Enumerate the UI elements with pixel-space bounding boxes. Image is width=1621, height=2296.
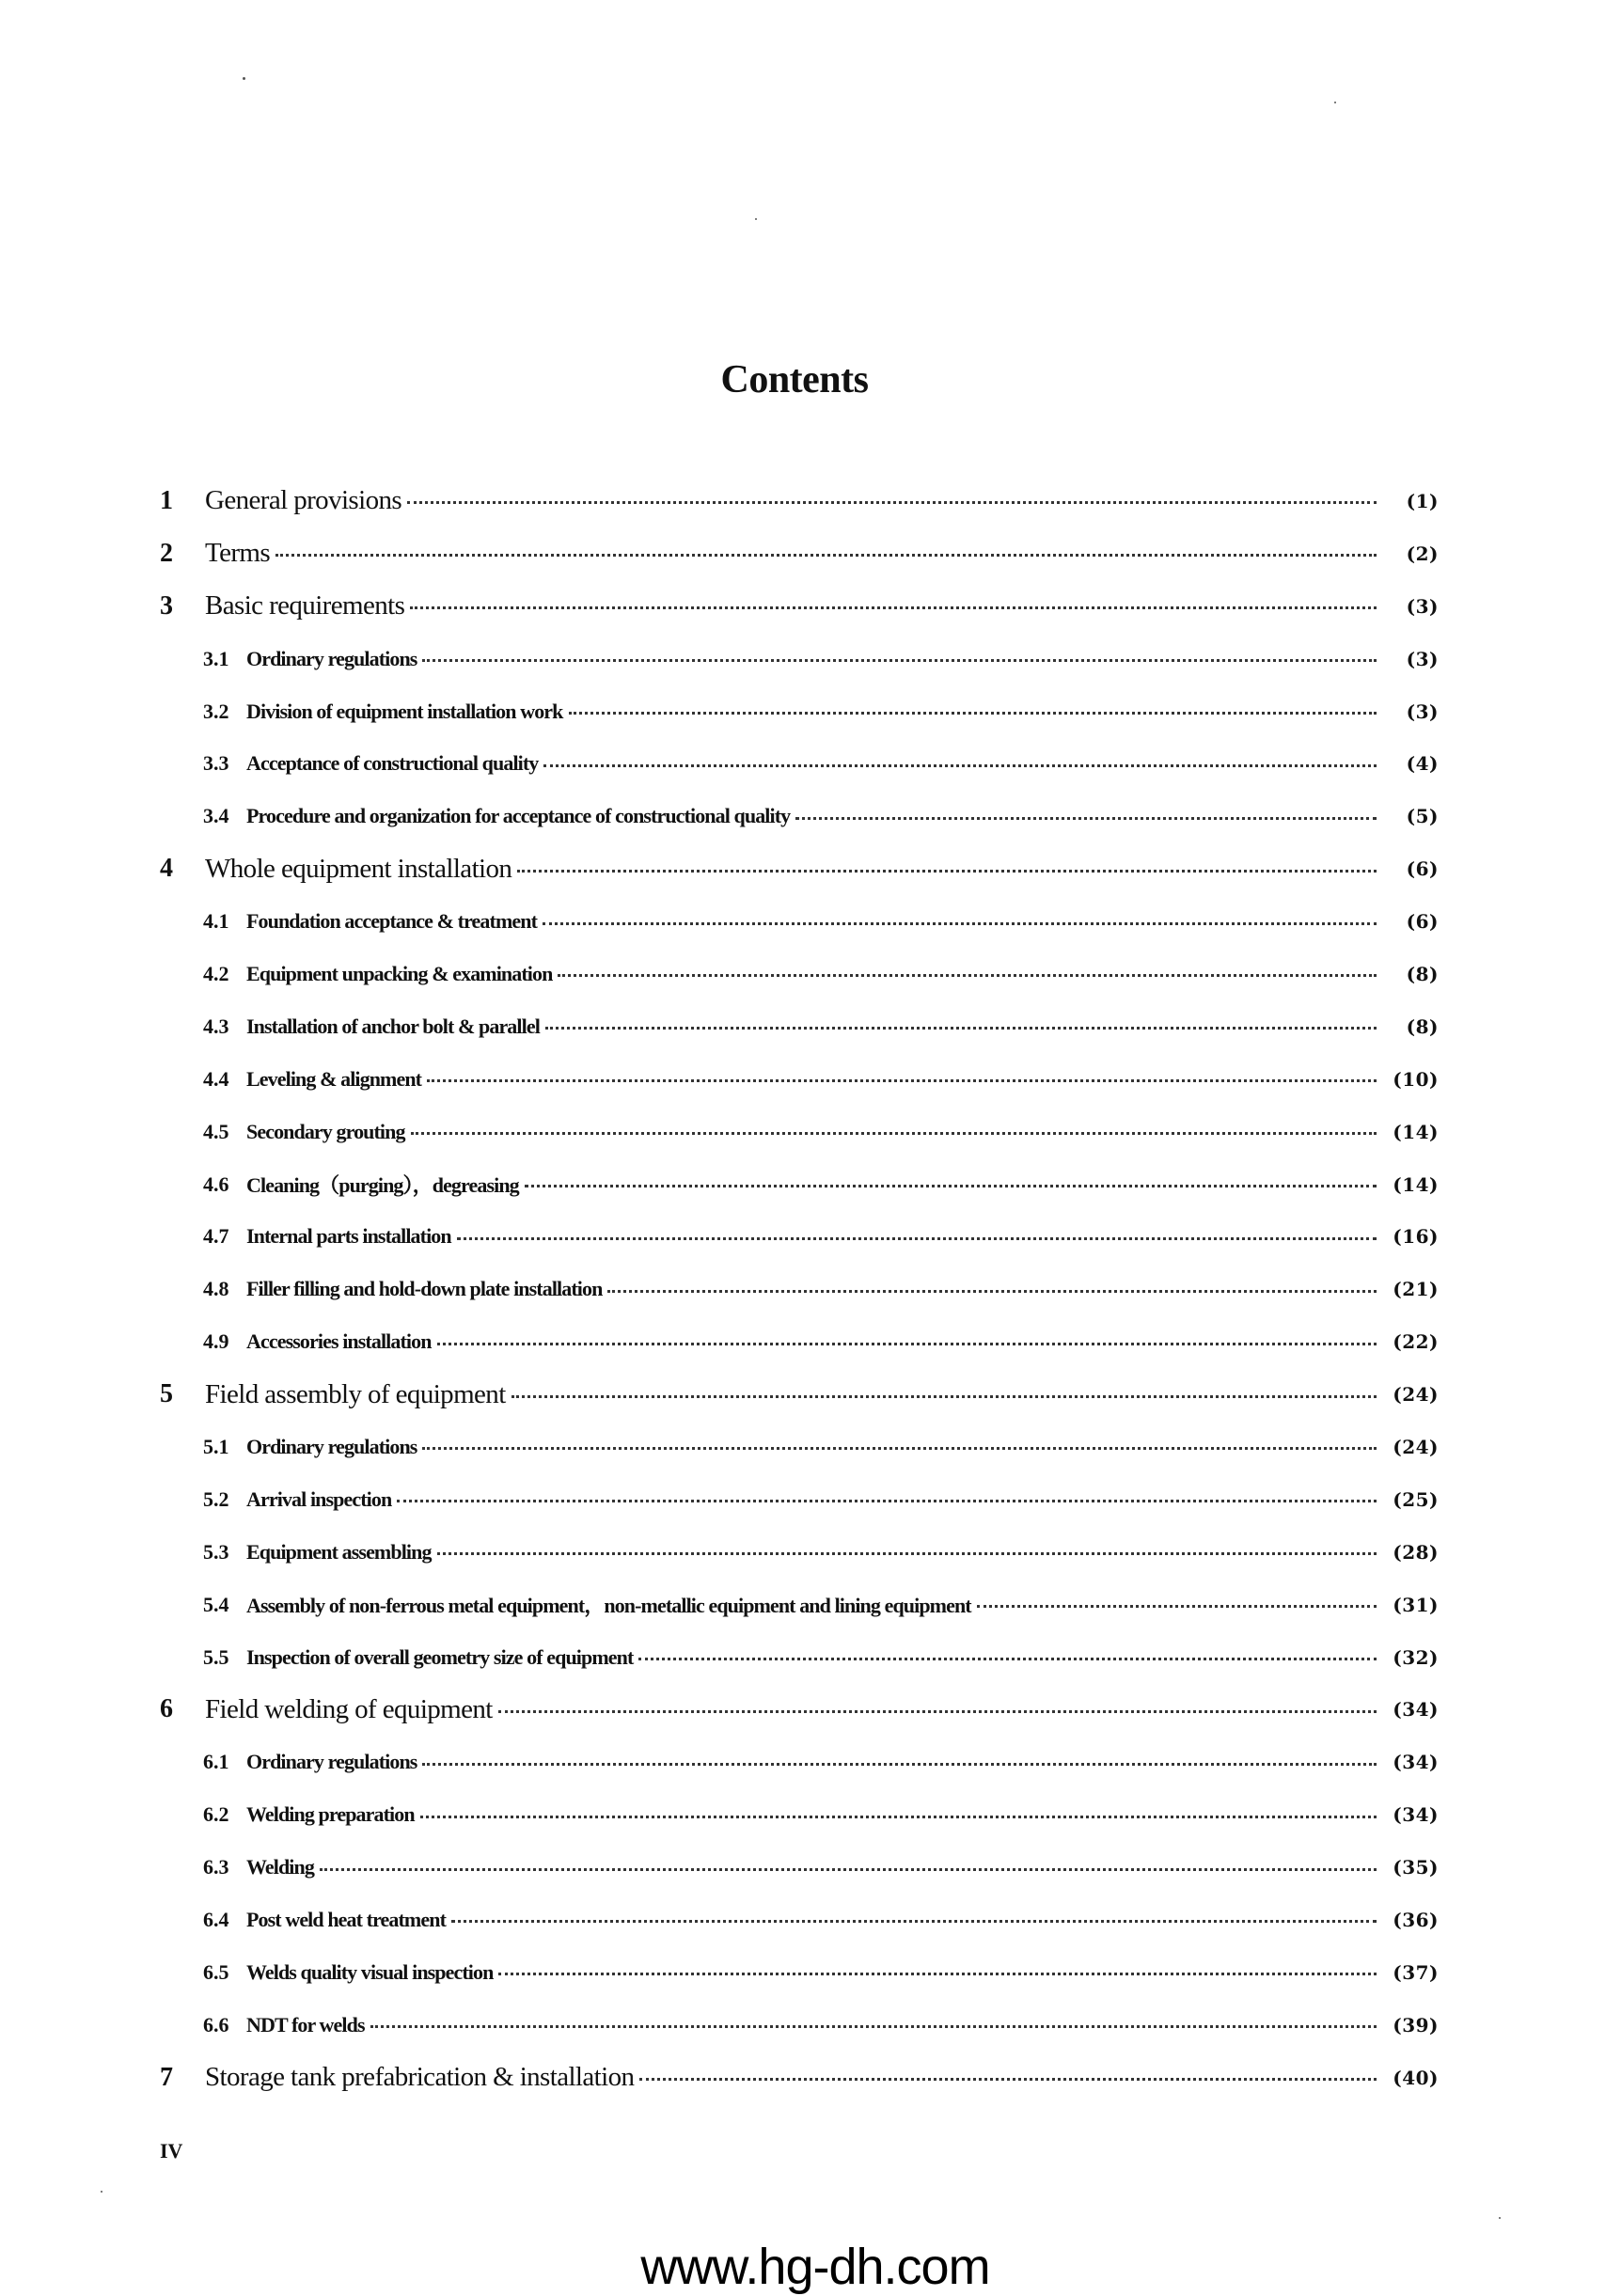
toc-entry-page: (4): [1406, 752, 1439, 776]
toc-entry-number: 6.2: [203, 1802, 229, 1827]
toc-entry-title[interactable]: Accessories installation: [246, 1329, 432, 1354]
dot-leader: [422, 1447, 1377, 1450]
toc-entry-title[interactable]: Acceptance of constructional quality: [246, 751, 539, 776]
dot-leader: [411, 1132, 1377, 1135]
toc-entry-number: 5.3: [203, 1539, 229, 1564]
toc-entry-number: 5: [160, 1379, 173, 1409]
toc-entry-page: (28): [1393, 1540, 1439, 1564]
dot-leader: [543, 764, 1377, 767]
toc-entry-title[interactable]: Secondary grouting: [246, 1119, 405, 1143]
toc-entry-page: (14): [1393, 1172, 1439, 1196]
toc-chapter-row[interactable]: [160, 580, 1439, 633]
toc-entry-number: 4.6: [203, 1172, 229, 1196]
dot-leader: [977, 1605, 1377, 1608]
toc-entry-title[interactable]: Field assembly of equipment: [205, 1378, 506, 1409]
toc-section-row[interactable]: [160, 948, 1439, 1000]
table-of-contents: [160, 475, 1439, 2104]
toc-entry-title[interactable]: Ordinary regulations: [246, 646, 417, 670]
toc-entry-title[interactable]: Ordinary regulations: [246, 1434, 417, 1458]
toc-entry-title[interactable]: Basic requirements: [205, 590, 405, 621]
toc-entry-number: 3.4: [203, 804, 229, 828]
toc-section-row[interactable]: [160, 1788, 1439, 1841]
dot-leader: [795, 817, 1377, 820]
dot-leader: [275, 554, 1377, 557]
toc-chapter-row[interactable]: [160, 842, 1439, 895]
toc-entry-number: 4.1: [203, 909, 229, 934]
toc-entry-title[interactable]: Welding: [246, 1855, 314, 1879]
toc-entry-title[interactable]: Foundation acceptance & treatment: [246, 909, 538, 934]
toc-section-row[interactable]: [160, 1210, 1439, 1263]
dot-leader: [639, 2078, 1377, 2081]
toc-entry-page: (34): [1393, 1751, 1439, 1774]
dot-leader: [498, 1710, 1377, 1713]
toc-section-row[interactable]: [160, 1315, 1439, 1368]
dot-leader: [437, 1343, 1377, 1345]
toc-entry-title[interactable]: Equipment unpacking & examination: [246, 961, 553, 985]
dot-leader: [498, 1973, 1377, 1975]
toc-chapter-row[interactable]: [160, 1368, 1439, 1421]
toc-entry-title[interactable]: Welds quality visual inspection: [246, 1959, 494, 1984]
toc-entry-number: 5.5: [203, 1644, 229, 1669]
toc-entry-title[interactable]: NDT for welds: [246, 2012, 365, 2037]
toc-chapter-row[interactable]: [160, 475, 1439, 527]
toc-entry-title[interactable]: Filler filling and hold-down plate installation: [246, 1277, 603, 1301]
toc-entry-number: 4.9: [203, 1329, 229, 1354]
toc-entry-number: 4.5: [203, 1119, 229, 1143]
toc-entry-number: 2: [160, 538, 173, 568]
toc-section-row[interactable]: [160, 1841, 1439, 1894]
toc-entry-page: (5): [1406, 805, 1439, 828]
toc-section-row[interactable]: [160, 1000, 1439, 1053]
dot-leader: [410, 606, 1377, 609]
toc-section-row[interactable]: [160, 1631, 1439, 1684]
toc-entry-page: (25): [1393, 1487, 1439, 1511]
toc-entry-number: 3.1: [203, 646, 229, 670]
dot-leader: [407, 501, 1377, 504]
toc-entry-page: (32): [1393, 1645, 1439, 1669]
toc-entry-number: 4: [160, 854, 173, 884]
toc-entry-title[interactable]: Assembly of non-ferrous metal equipment，non-metallic equipment and lining equipment: [246, 1594, 971, 1618]
toc-entry-page: (34): [1393, 1698, 1439, 1722]
dot-leader: [569, 712, 1377, 715]
toc-entry-page: (37): [1393, 1960, 1439, 1984]
toc-entry-page: (34): [1393, 1803, 1439, 1827]
scan-speck: [1499, 2217, 1501, 2219]
toc-section-row[interactable]: [160, 633, 1439, 685]
dot-leader: [437, 1552, 1377, 1555]
toc-section-row[interactable]: [160, 1946, 1439, 1999]
toc-section-row[interactable]: [160, 1421, 1439, 1473]
toc-entry-number: 7: [160, 2062, 173, 2092]
toc-entry-title[interactable]: General provisions: [205, 485, 402, 516]
toc-entry-title[interactable]: Procedure and organization for acceptance of constructional quality: [246, 804, 791, 828]
toc-entry-title[interactable]: Installation of anchor bolt & parallel: [246, 1014, 540, 1038]
toc-entry-page: (10): [1393, 1067, 1439, 1091]
toc-entry-page: (40): [1393, 2066, 1439, 2089]
dot-leader: [427, 1079, 1377, 1082]
toc-section-row[interactable]: [160, 1473, 1439, 1526]
toc-chapter-row[interactable]: [160, 1683, 1439, 1736]
toc-entry-page: (6): [1406, 857, 1439, 881]
toc-entry-title[interactable]: Post weld heat treatment: [246, 1907, 446, 1931]
dot-leader: [370, 2025, 1377, 2028]
toc-entry-title[interactable]: Leveling & alignment: [246, 1066, 422, 1091]
dot-leader: [545, 1027, 1377, 1030]
toc-section-row[interactable]: [160, 790, 1439, 842]
toc-entry-page: (1): [1406, 489, 1439, 512]
dot-leader: [558, 974, 1377, 977]
toc-entry-page: (6): [1406, 910, 1439, 934]
toc-entry-number: 4.2: [203, 961, 229, 985]
toc-entry-title[interactable]: Ordinary regulations: [246, 1750, 417, 1774]
toc-entry-title[interactable]: Terms: [205, 538, 271, 569]
scan-speck: [101, 2191, 102, 2193]
toc-entry-title[interactable]: Equipment assembling: [246, 1539, 432, 1564]
toc-entry-title[interactable]: Inspection of overall geometry size of equipment: [246, 1644, 634, 1669]
toc-entry-title[interactable]: Field welding of equipment: [205, 1693, 493, 1724]
dot-leader: [607, 1290, 1377, 1293]
toc-entry-page: (22): [1393, 1330, 1439, 1354]
toc-entry-page: (31): [1393, 1593, 1439, 1616]
toc-entry-page: (2): [1406, 542, 1439, 565]
toc-entry-title[interactable]: Storage tank prefabrication & installation: [205, 2062, 635, 2093]
toc-section-row[interactable]: [160, 1999, 1439, 2052]
toc-entry-number: 6.6: [203, 2012, 229, 2037]
toc-entry-number: 4.4: [203, 1066, 229, 1091]
toc-entry-title[interactable]: Cleaning（purging），degreasing: [246, 1173, 519, 1198]
toc-section-row[interactable]: [160, 1053, 1439, 1106]
toc-entry-number: 6.3: [203, 1855, 229, 1879]
page-folio: IV: [160, 2139, 183, 2162]
toc-entry-page: (39): [1393, 2013, 1439, 2037]
toc-entry-number: 3.2: [203, 699, 229, 723]
toc-section-row[interactable]: [160, 1526, 1439, 1579]
dot-leader: [397, 1500, 1377, 1502]
toc-section-row[interactable]: [160, 1158, 1439, 1211]
toc-entry-title[interactable]: Internal parts installation: [246, 1224, 451, 1249]
toc-section-row[interactable]: [160, 895, 1439, 948]
toc-section-row[interactable]: [160, 1736, 1439, 1788]
dot-leader: [420, 1816, 1377, 1818]
dot-leader: [638, 1658, 1377, 1660]
toc-entry-number: 3: [160, 590, 173, 621]
toc-entry-page: (35): [1393, 1856, 1439, 1879]
toc-section-row[interactable]: [160, 685, 1439, 738]
toc-entry-number: 3.3: [203, 751, 229, 776]
scan-speck: [1334, 102, 1336, 103]
toc-entry-page: (3): [1406, 647, 1439, 670]
toc-entry-page: (24): [1393, 1435, 1439, 1458]
dot-leader: [517, 870, 1377, 873]
toc-entry-number: 5.1: [203, 1434, 229, 1458]
toc-entry-number: 6.5: [203, 1959, 229, 1984]
toc-entry-number: 4.3: [203, 1014, 229, 1038]
toc-entry-title[interactable]: Welding preparation: [246, 1802, 415, 1827]
dot-leader: [543, 922, 1377, 925]
dot-leader: [422, 659, 1377, 662]
toc-entry-page: (24): [1393, 1383, 1439, 1407]
dot-leader: [511, 1395, 1377, 1398]
dot-leader: [457, 1237, 1377, 1240]
toc-chapter-row[interactable]: [160, 527, 1439, 580]
toc-entry-number: 6.1: [203, 1750, 229, 1774]
toc-section-row[interactable]: [160, 1894, 1439, 1946]
toc-entry-title[interactable]: Arrival inspection: [246, 1486, 392, 1511]
toc-entry-number: 6: [160, 1694, 173, 1724]
toc-section-row[interactable]: [160, 737, 1439, 790]
toc-entry-number: 6.4: [203, 1907, 229, 1931]
dot-leader: [451, 1920, 1377, 1923]
toc-entry-number: 5.2: [203, 1486, 229, 1511]
toc-entry-page: (8): [1406, 962, 1439, 985]
toc-entry-number: 4.7: [203, 1224, 229, 1249]
toc-entry-title[interactable]: Whole equipment installation: [205, 853, 512, 884]
toc-entry-number: 1: [160, 485, 173, 515]
toc-chapter-row[interactable]: [160, 2052, 1439, 2104]
toc-entry-page: (14): [1393, 1120, 1439, 1143]
toc-entry-page: (16): [1393, 1225, 1439, 1249]
scan-speck: [243, 77, 245, 80]
toc-entry-number: 4.8: [203, 1277, 229, 1301]
dot-leader: [525, 1185, 1377, 1187]
toc-section-row[interactable]: [160, 1263, 1439, 1315]
toc-section-row[interactable]: [160, 1579, 1439, 1631]
scan-speck: [755, 218, 757, 220]
toc-entry-page: (36): [1393, 1908, 1439, 1931]
toc-entry-number: 5.4: [203, 1592, 229, 1616]
page-title: Contents: [720, 358, 869, 402]
toc-entry-page: (3): [1406, 700, 1439, 723]
dot-leader: [320, 1868, 1377, 1871]
toc-entry-page: (8): [1406, 1014, 1439, 1038]
toc-section-row[interactable]: [160, 1106, 1439, 1158]
toc-entry-page: (3): [1406, 594, 1439, 618]
watermark-url: www.hg-dh.com: [640, 2239, 990, 2295]
dot-leader: [422, 1763, 1377, 1766]
toc-entry-page: (21): [1393, 1278, 1439, 1301]
toc-entry-title[interactable]: Division of equipment installation work: [246, 699, 563, 723]
